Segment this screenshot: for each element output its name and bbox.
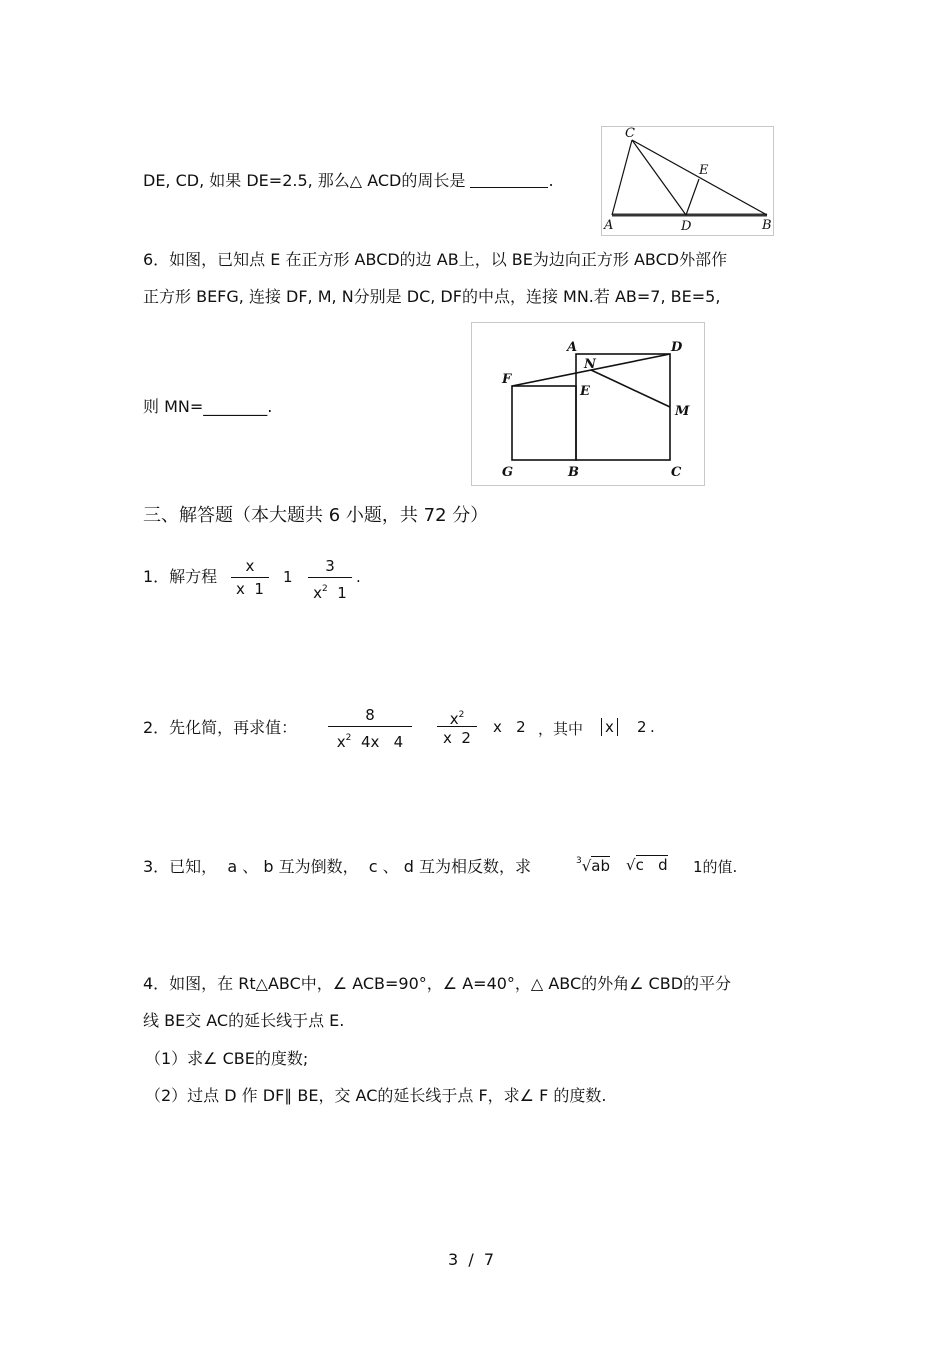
problem-4-sub-1: （1）求∠ CBE的度数; — [145, 1049, 309, 1068]
segment-de — [686, 179, 699, 215]
problem-4-line-2: 线 BE交 AC的延长线于点 E. — [143, 1011, 345, 1030]
label-e: E — [699, 163, 709, 178]
radical-sign: √ — [626, 856, 636, 874]
problem-2-fraction-1 — [328, 705, 412, 751]
fraction-denominator: $x^2$ 4x 4 — [336, 733, 404, 751]
problem-3-prefix: 3．已知， a 、 b 互为倒数， c 、 d 互为相反数，求 — [143, 857, 531, 876]
fraction-denominator: x 1 — [236, 580, 264, 598]
label-d: D — [671, 340, 683, 355]
fraction-numerator: 8 — [365, 706, 375, 724]
problem-2-fraction-2 — [437, 705, 477, 748]
problem-2-abs-value: x — [601, 718, 618, 736]
question-6-line-2: 正方形 BEFG, 连接 DF, M, N分别是 DC, DF的中点，连接 MN.若 AB=7, BE=5, — [143, 287, 721, 306]
label-b: B — [568, 465, 579, 480]
fraction-denominator: x 2 — [443, 729, 471, 747]
problem-4-sub-2: （2）过点 D 作 DF∥ BE，交 AC的延长线于点 F，求∠ F 的度数. — [145, 1086, 607, 1105]
label-m: M — [675, 404, 690, 419]
problem-3-tail: 1的值. — [693, 858, 738, 876]
problem-2-tail-1: x 2 — [493, 718, 526, 736]
problem-2-tail-3: 2 — [637, 718, 647, 736]
fraction-numerator: x — [245, 557, 255, 575]
label-g: G — [502, 465, 514, 480]
section-3-title: 三、解答题（本大题共 6 小题，共 72 分） — [143, 505, 489, 526]
radical-sign: √ — [581, 857, 592, 875]
problem-1-end: . — [356, 568, 361, 586]
figure-triangle-acd — [601, 126, 774, 236]
label-b: B — [762, 218, 772, 233]
label-n: N — [584, 357, 596, 372]
question-5-tail: DE, CD, 如果 DE=2.5, 那么△ ACD的周长是 . — [143, 171, 554, 190]
problem-1-prefix: 1．解方程 — [143, 567, 218, 586]
segment-mn — [591, 370, 670, 407]
label-e: E — [580, 384, 590, 399]
problem-2-tail-2: ，其中 — [538, 720, 584, 738]
square-befg — [512, 386, 576, 460]
answer-blank — [470, 171, 548, 188]
figure-squares — [471, 322, 705, 486]
question-6-line-1: 6．如图，已知点 E 在正方形 ABCD的边 AB上，以 BE为边向正方形 ABCD外部作 — [143, 250, 728, 269]
segment-cd — [632, 140, 686, 215]
label-c: C — [625, 127, 635, 141]
root-index: 3 — [576, 856, 582, 866]
page-number: 3 / 7 — [448, 1250, 495, 1269]
label-f: F — [502, 372, 512, 387]
problem-3-cube-root: $^3$√ab — [576, 856, 611, 875]
label-a: A — [567, 340, 578, 355]
label-a: A — [604, 218, 614, 233]
label-c: C — [671, 465, 682, 480]
fraction-denominator: $x^2$ 1 — [313, 584, 347, 602]
fraction-numerator: $x^2$ — [449, 710, 465, 728]
segment-ca — [612, 140, 632, 215]
triangle-diagram — [602, 127, 773, 235]
problem-3-square-root: √c d — [626, 856, 668, 874]
label-d: D — [681, 219, 692, 234]
problem-1-fraction-2 — [308, 556, 352, 602]
problem-2-end: . — [650, 718, 655, 736]
problem-4-line-1: 4．如图，在 Rt△ABC中，∠ ACB=90°，∠ A=40°，△ ABC的外角∠ CBD的平分 — [143, 974, 732, 993]
squares-diagram — [472, 323, 704, 485]
problem-1-middle: 1 — [283, 568, 293, 586]
problem-1-fraction-1 — [231, 556, 269, 599]
question-6-line-3: 则 MN=________. — [143, 397, 273, 416]
problem-2-prefix: 2．先化简，再求值： — [143, 718, 298, 737]
fraction-numerator: 3 — [325, 557, 335, 575]
question-5-text: DE, CD, 如果 DE=2.5, 那么△ ACD的周长是 — [143, 171, 466, 190]
